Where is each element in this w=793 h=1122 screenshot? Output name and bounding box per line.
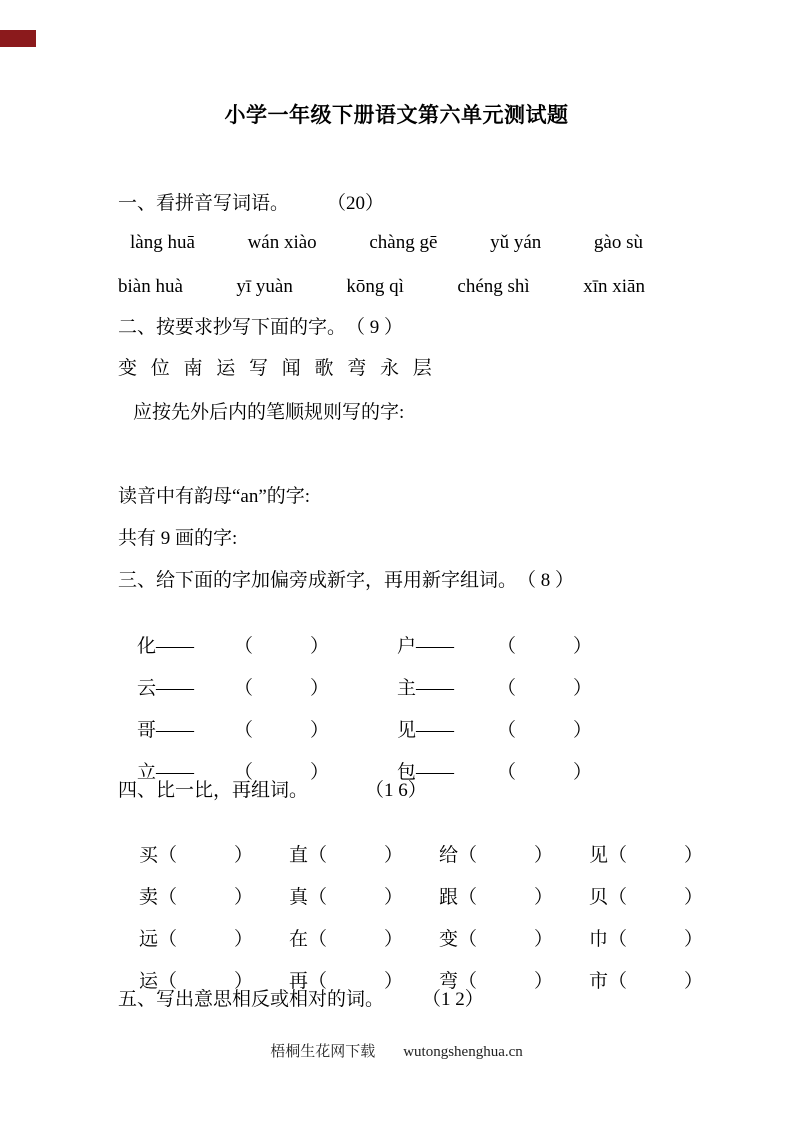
footer [0,1040,793,1061]
char-label: 贝 [589,887,609,908]
paren-blank: （ ） [308,929,404,950]
paren-blank: （ ） [234,720,330,741]
pinyin-word: yī yuàn [236,276,293,297]
prompt-nine-strokes: 共有 9 画的字: [118,528,238,549]
pinyin-word: wán xiào [247,232,317,253]
char-with-dash: 哥—— [137,720,195,741]
section-3-heading: 三、给下面的字加偏旁成新字，再用新字组词。 （ 8 ） [118,570,575,591]
paren-blank: （ ） [458,887,554,908]
pinyin-word: kōng qì [346,276,404,297]
char-with-dash: 包—— [397,762,455,783]
char-with-dash: 主—— [397,678,455,699]
paren-blank: （ ） [234,762,330,783]
char-label: 跟 [439,887,459,908]
footer-site-url: wutongshenghua.cn [403,1044,523,1060]
section-1-heading: 一、看拼音写词语。 （20） [118,193,385,214]
paren-blank: （ ） [234,636,330,657]
char-label: 远 [139,929,159,950]
paren-blank: （ ） [608,971,704,992]
pinyin-word: yǔ yán [490,232,542,253]
pinyin-word: chàng gē [369,232,438,253]
paren-blank: （ ） [158,845,254,866]
paren-blank: （ ） [158,971,254,992]
paren-blank: （ ） [497,720,593,741]
char-with-dash: 云—— [137,678,195,699]
char-label: 巾 [589,929,609,950]
pinyin-word: xīn xiān [583,276,645,297]
char-with-dash: 见—— [397,720,455,741]
paren-blank: （ ） [458,971,554,992]
pinyin-word: làng huā [130,232,195,253]
char-with-dash: 化—— [137,636,195,657]
pinyin-word: gào sù [593,232,643,253]
char-label: 卖 [139,887,159,908]
page-title: 小学一年级下册语文第六单元测试题 [224,103,569,127]
copy-characters-row: 变 位 南 运 写 闻 歌 弯 永 层 [118,358,432,379]
char-with-dash: 立—— [137,762,195,783]
char-label: 变 [439,929,459,950]
paren-blank: （ ） [608,845,704,866]
char-label: 在 [289,929,309,950]
paren-blank: （ ） [608,887,704,908]
paren-blank: （ ） [308,971,404,992]
paren-blank: （ ） [497,678,593,699]
prompt-stroke-order: 应按先外后内的笔顺规则写的字: [133,402,405,423]
paren-blank: （ ） [497,636,593,657]
paren-blank: （ ） [158,929,254,950]
pinyin-word: chéng shì [457,276,530,297]
char-label: 再 [289,971,309,992]
paren-blank: （ ） [458,929,554,950]
pinyin-row-1 [130,231,643,255]
pinyin-word: biàn huà [118,276,183,297]
prompt-final-an: 读音中有韵母“an”的字: [118,486,311,507]
footer-site-name: 梧桐生花网下载 [270,1044,376,1060]
pinyin-row-2 [118,275,645,299]
paren-blank: （ ） [458,845,554,866]
char-label: 运 [139,971,159,992]
char-label: 直 [289,845,309,866]
paren-blank: （ ） [234,678,330,699]
char-label: 市 [589,971,609,992]
section-5-heading: 五、写出意思相反或相对的词。 （1 2） [118,989,484,1010]
red-page-marker [0,30,36,47]
paren-blank: （ ） [158,887,254,908]
paren-blank: （ ） [497,762,593,783]
section-2-heading: 二、按要求抄写下面的字。 （ 9 ） [118,317,404,338]
char-label: 给 [439,845,459,866]
paren-blank: （ ） [608,929,704,950]
char-label: 买 [139,845,159,866]
paren-blank: （ ） [308,845,404,866]
section-4-heading: 四、比一比，再组词。 （1 6） [118,780,427,801]
char-label: 真 [289,887,309,908]
char-with-dash: 户—— [397,636,455,657]
char-label: 弯 [439,971,459,992]
char-label: 见 [589,845,609,866]
paren-blank: （ ） [308,887,404,908]
